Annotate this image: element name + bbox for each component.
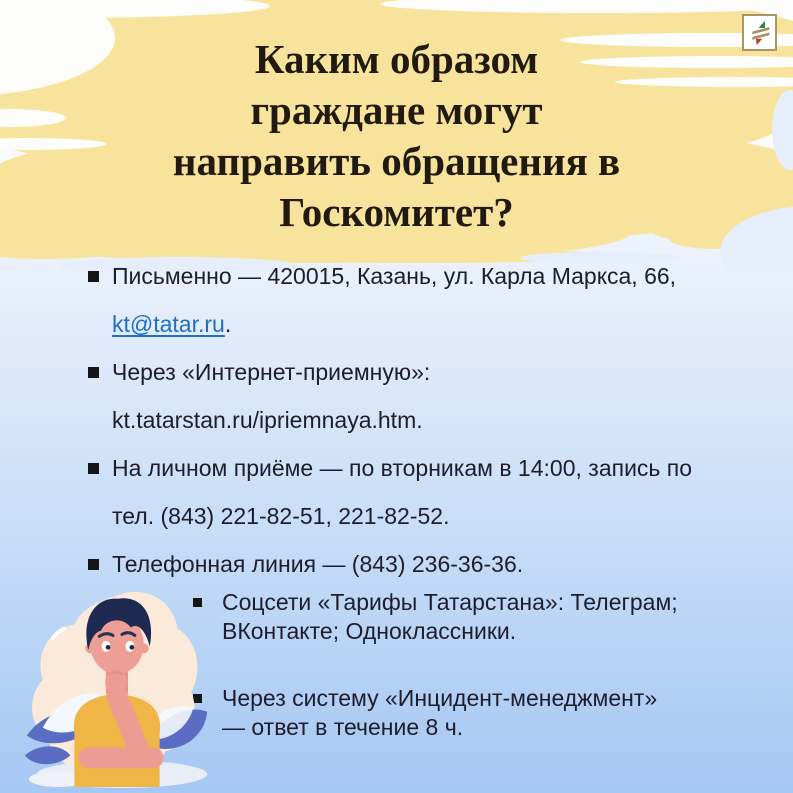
thinking-person-illustration [22,577,212,790]
title-line: направить обращения в [172,138,621,184]
list-item-line [112,300,676,348]
bullet-marker-icon [88,367,99,378]
sub-list-item-social [193,588,778,646]
title-line: Госкомитет? [279,189,514,235]
list-item-text: Письменно — 420015, Казань, ул. Карла Маркса, 66, [112,263,677,289]
list-item-written [88,252,778,348]
list-item-text: На личном приёме — по вторникам в 14:00, запись по [112,455,693,481]
bullet-marker-icon [88,271,99,282]
list-item-text: — ответ в течение 8 ч. [222,714,464,740]
list-item-text: ВКонтакте; Одноклассники. [222,618,517,644]
list-item-text: Через систему «Инцидент-менеджмент» [222,685,658,711]
bullet-marker-icon [88,463,99,474]
title-line: Каким образом [254,36,539,82]
title-line: граждане могут [250,87,543,133]
list-item-text: . [224,311,232,337]
sub-list-item-incident-management [193,684,778,742]
list-item-internet-reception [88,348,778,444]
email-link[interactable]: kt@tatar.ru [112,311,225,337]
list-item-text: Телефонная линия — (843) 236-36-36. [112,551,524,577]
list-item-text: Соцсети «Тарифы Татарстана»: Телеграм; [222,589,678,615]
list-item-personal-reception [88,444,778,540]
list-item-text: тел. (843) 221-82-51, 221-82-52. [112,503,450,529]
page-title [0,34,793,238]
list-item-text: Через «Интернет-приемную»: [112,359,431,385]
list-item-text: kt.tatarstan.ru/ipriemnaya.htm. [112,407,423,433]
bullet-marker-icon [88,559,99,570]
